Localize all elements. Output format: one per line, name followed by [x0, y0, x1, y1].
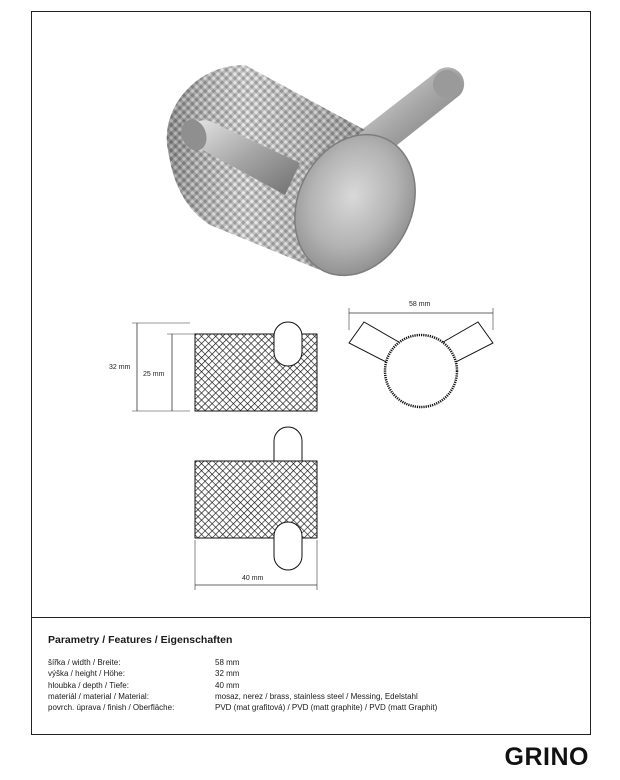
param-label: výška / height / Höhe:	[48, 669, 125, 679]
parameters-heading: Parametry / Features / Eigenschaften	[48, 634, 233, 646]
param-value: PVD (mat grafitová) / PVD (matt graphite) / PVD (matt Graphit)	[215, 703, 438, 713]
param-row	[48, 702, 578, 713]
inner-height-dimension-label: 25 mm	[143, 371, 165, 378]
param-label: šířka / width / Breite:	[48, 658, 121, 667]
param-row	[48, 691, 578, 702]
side-view-height	[109, 322, 317, 411]
param-label: hloubka / depth / Tiefe:	[48, 680, 129, 690]
depth-dimension-label: 40 mm	[242, 575, 264, 582]
height-dimension-label: 32 mm	[109, 364, 131, 371]
brand-name: GRINO	[504, 743, 589, 771]
param-value: 32 mm	[215, 669, 240, 679]
param-row	[48, 657, 578, 668]
param-row	[48, 680, 578, 691]
param-value: 40 mm	[215, 680, 240, 690]
width-dimension-label: 58 mm	[409, 301, 431, 308]
param-value: 58 mm	[215, 658, 240, 667]
param-label: povrch. úprava / finish / Oberfläche:	[48, 703, 175, 713]
param-value: mosaz, nerez / brass, stainless steel / Messing, Edelstahl	[215, 691, 418, 701]
section-divider	[31, 617, 591, 618]
top-view	[349, 301, 493, 407]
param-label: materiál / material / Material:	[48, 691, 149, 701]
front-view	[195, 427, 317, 590]
param-row	[48, 668, 578, 679]
parameters-section	[48, 634, 578, 713]
